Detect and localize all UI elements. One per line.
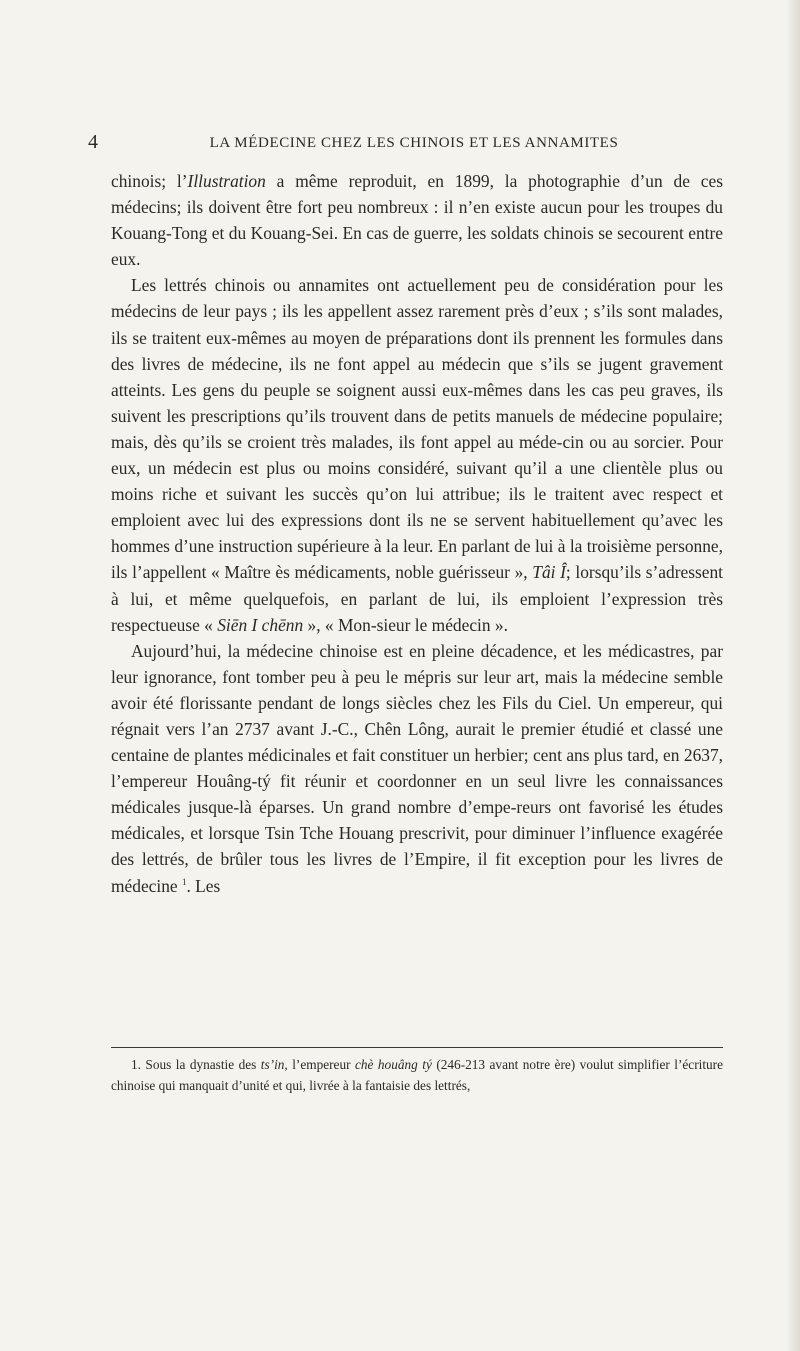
italic-term: Tâi Î: [532, 562, 566, 583]
text-run: , l’empereur: [284, 1057, 355, 1072]
page-header: [88, 131, 720, 155]
footnote-divider: [111, 1047, 723, 1048]
running-title: LA MÉDECINE CHEZ LES CHINOIS ET LES ANNAMITES: [209, 135, 619, 151]
page-number: 4: [88, 131, 99, 153]
text-run: . Les: [186, 875, 221, 896]
italic-term: Siēn I chēnn: [217, 614, 304, 635]
text-run: ; lorsqu’ils s’adressent à lui, et même quelquefois, en parlant de lui, ils emploient l’expression très respectueuse «: [111, 562, 723, 635]
text-run: 1. Sous la dynastie des: [131, 1057, 261, 1072]
italic-title: Illustration: [187, 171, 266, 191]
paragraph-2: [111, 272, 723, 637]
italic-term: chè houâng tý: [355, 1057, 432, 1072]
footnote: [111, 1054, 723, 1096]
text-run: », « Mon-sieur le médecin ».: [303, 614, 508, 635]
main-text: [111, 168, 723, 899]
paragraph-1: [111, 168, 723, 272]
text-run: (246-213 avant notre ère) voulut simplifier l’écriture chinoise qui manquait d’unité et qui, livrée à la fantaisie des lettrés,: [111, 1057, 724, 1093]
paragraph-3: [111, 638, 723, 899]
page-edge-shadow: [786, 0, 800, 1351]
text-run: Aujourd’hui, la médecine chinoise est en pleine décadence, et les médicastres, par leur ignorance, font tomber peu à peu le mépris sur leur art, mais la médecine semble avoir été florissante pendant de longs siècles chez les Fils du Ciel. Un empereur, qui régnait vers l’an 2737 avant J.-C., Chên Lông, aurait le premier étudié et classé une centaine de plantes médicinales et fait constituer un herbier; cent ans plus tard, en 2637, l’empereur Houâng-tý fit réunir et coordonner en un seul livre les connaissances médicales jusque-là éparses. Un grand nombre d’empe-reurs ont favorisé les études médicales, et lorsque Tsin Tche Houang prescrivit, pour diminuer l’influence exagérée des lettrés, de brûler tous les livres de l’Empire, il fit exception pour les livres de médecine: [111, 640, 723, 896]
text-run: a même reproduit, en 1899, la photographie d’un de ces médecins; ils doivent être fort peu nombreux : il n’en existe aucun pour les troupes du Kouang-Tong et du Kouang-Sei. En cas de guerre, les soldats chinois se secourent entre eux.: [111, 171, 723, 270]
footnote-reference: 1: [181, 876, 187, 887]
text-run: chinois; l’: [111, 171, 188, 191]
footnote-1: [111, 1054, 723, 1096]
italic-term: ts’in: [260, 1057, 285, 1072]
text-run: Les lettrés chinois ou annamites ont actuellement peu de considération pour les médecins de leur pays ; ils les appellent assez rarement près d’eux ; s’ils sont malades, ils se traitent eux-mêmes au moyen de préparations dont ils prennent les formules dans des livres de médecine, ils ne font appel au médecin que s’ils se jugent gravement atteints. Les gens du peuple se soignent aussi eux-mêmes dans les cas peu graves, ils suivent les prescriptions qu’ils trouvent dans de petits manuels de médecine populaire; mais, dès qu’ils se croient très malades, ils font appel au méde-cin ou au sorcier. Pour eux, un médecin est plus ou moins considéré, suivant qu’il a une clientèle plus ou moins riche et suivant les succès qu’on lui attribue; ils le traitent avec respect et emploient avec lui des expressions dont ils ne se servent habituellement qu’avec les hommes d’une instruction supérieure à la leur. En parlant de lui à la troisième personne, ils l’appellent « Maître ès médicaments, noble guérisseur »,: [111, 275, 723, 583]
